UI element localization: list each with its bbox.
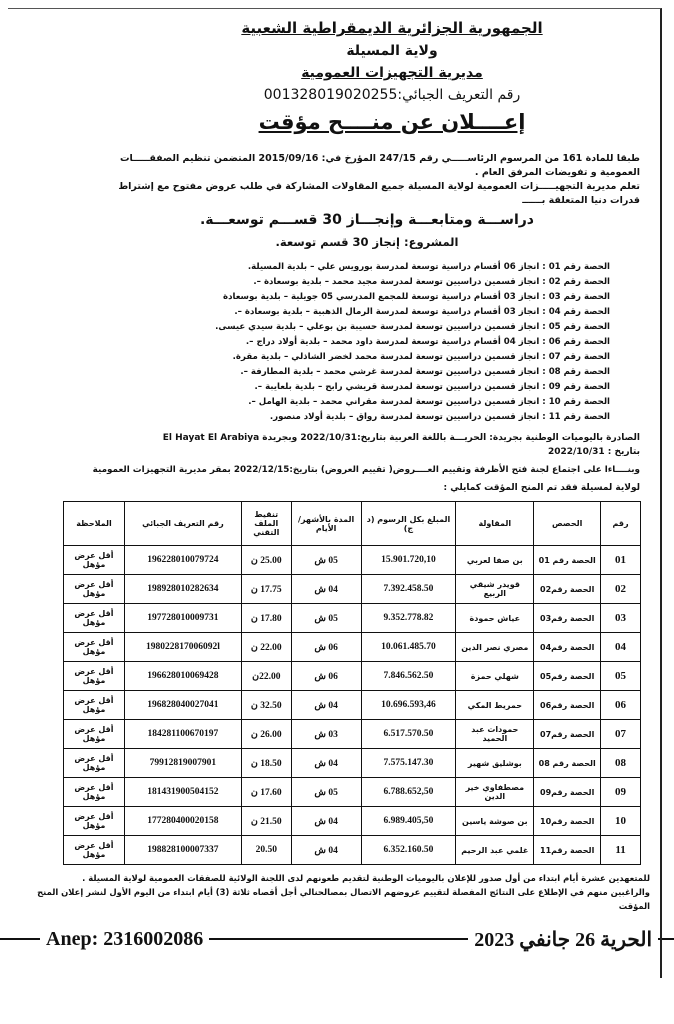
cell-technical-score: 25.00 ن: [241, 546, 291, 575]
footer-rule: [209, 938, 468, 940]
cell-lot: الحصة رقم07: [534, 720, 601, 749]
cell-row-number: 03: [601, 604, 641, 633]
column-header: رقم: [601, 502, 641, 546]
publication-line-2: بتاريخ : 2022/10/31: [547, 447, 640, 457]
cell-remark: أقل عرض مؤهل: [64, 691, 125, 720]
cell-duration: 03 ش: [291, 720, 361, 749]
lot-item: الحصة رقم 08 : انجاز قسمين دراسيين توسعة لمدرسة غرشي محمد – بلدية المطارفة –.: [240, 367, 610, 377]
award-table: [63, 501, 641, 865]
cell-lot: الحصة رقم06: [534, 691, 601, 720]
footer-rule: [0, 938, 40, 940]
cell-duration: 04 ش: [291, 836, 361, 865]
cell-technical-score: 22.00ن: [241, 662, 291, 691]
cell-duration: 04 ش: [291, 691, 361, 720]
table-header-row: [64, 502, 641, 546]
lot-item: الحصة رقم 09 : انجاز قسمين دراسيين توسعة لمدرسة قريشي رابح – بلدية بلعايبة –.: [254, 382, 610, 392]
cell-amount: 7.392.458.50: [361, 575, 456, 604]
cell-technical-score: 20.50: [241, 836, 291, 865]
cell-duration: 06 ش: [291, 633, 361, 662]
cell-remark: أقل عرض مؤهل: [64, 749, 125, 778]
cell-tax-id: 184281100670197: [124, 720, 241, 749]
cell-contractor: حمودات عبد الحميد: [456, 720, 534, 749]
cell-remark: أقل عرض مؤهل: [64, 546, 125, 575]
cell-remark: أقل عرض مؤهل: [64, 836, 125, 865]
cell-remark: أقل عرض مؤهل: [64, 633, 125, 662]
table-row: [64, 546, 641, 575]
cell-row-number: 04: [601, 633, 641, 662]
wilaya-heading: ولاية المسيلة: [346, 43, 438, 59]
intro-line-2: العمومية و تفويضات المرفق العام .: [474, 167, 640, 178]
column-header: الملاحظة: [64, 502, 125, 546]
cell-amount: 6.989.405,50: [361, 807, 456, 836]
publication-line-3: وبنــــاءا على اجتماع لجنة فتح الأظرفة وتقييم العــــروض( تقييم العروض) بتاريخ:2022/12/15 بمقر مديرية التجهيزات العمومية: [92, 465, 640, 475]
subject: دراســـة ومتابعـــة وإنجـــاز 30 قســـم توسعـــة.: [199, 212, 534, 228]
cell-duration: 05 ش: [291, 604, 361, 633]
column-header: رقم التعريف الجبائي: [124, 502, 241, 546]
cell-technical-score: 21.50 ن: [241, 807, 291, 836]
table-row: [64, 575, 641, 604]
cell-remark: أقل عرض مؤهل: [64, 575, 125, 604]
cell-contractor: غلمي عبد الرحيم: [456, 836, 534, 865]
cell-row-number: 07: [601, 720, 641, 749]
cell-row-number: 02: [601, 575, 641, 604]
cell-row-number: 01: [601, 546, 641, 575]
cell-amount: 10.696.593,46: [361, 691, 456, 720]
cell-remark: أقل عرض مؤهل: [64, 720, 125, 749]
lots-list: [64, 260, 610, 425]
table-row: [64, 633, 641, 662]
cell-lot: الحصة رقم04: [534, 633, 601, 662]
cell-technical-score: 17.75 ن: [241, 575, 291, 604]
lot-item: الحصة رقم 03 : انجاز 03 أقسام دراسية توسعة للمجمع المدرسي 05 جويلية – بلدية بوسعادة: [223, 292, 610, 302]
cell-row-number: 08: [601, 749, 641, 778]
cell-lot: الحصة رقم03: [534, 604, 601, 633]
cell-lot: الحصة رقم11: [534, 836, 601, 865]
cell-remark: أقل عرض مؤهل: [64, 604, 125, 633]
cell-amount: 10.061.485.70: [361, 633, 456, 662]
cell-tax-id: 181431900504152: [124, 778, 241, 807]
republic-heading: الجمهورية الجزائرية الديمقراطية الشعبية: [241, 19, 543, 37]
cell-remark: أقل عرض مؤهل: [64, 778, 125, 807]
column-header: المدة بالأشهر/ الأيام: [291, 502, 361, 546]
cell-tax-id: 177280400020158: [124, 807, 241, 836]
cell-contractor: بن صفا لعربي: [456, 546, 534, 575]
footer-rule: [658, 938, 674, 940]
intro-line-3: تعلم مديرية التجهيـــــزات العمومية لولاية المسيلة جميع المقاولات المشاركة في طلب عروض مفتوح مع إشتراط: [118, 181, 640, 192]
cell-tax-id: 196228010079724: [124, 546, 241, 575]
cell-technical-score: 22.00 ن: [241, 633, 291, 662]
cell-row-number: 10: [601, 807, 641, 836]
cell-tax-id: 196828040027041: [124, 691, 241, 720]
cell-amount: 6.352.160.50: [361, 836, 456, 865]
cell-amount: 7.575.147.30: [361, 749, 456, 778]
cell-duration: 06 ش: [291, 662, 361, 691]
cell-technical-score: 17.80 ن: [241, 604, 291, 633]
lot-item: الحصة رقم 07 : انجاز قسمين دراسيين توسعة لمدرسة محمد لخضر الشاذلي – بلدية مقرة.: [232, 352, 610, 362]
cell-contractor: بوشليق شهير: [456, 749, 534, 778]
newspaper-footer: [0, 919, 674, 959]
lot-item: الحصة رقم 06 : انجاز 04 أقسام دراسية توسعة لمدرسة داود محمد – بلدية أولاد دراج –.: [245, 337, 610, 347]
cell-tax-id: 198828100007337: [124, 836, 241, 865]
cell-lot: الحصة رقم 08: [534, 749, 601, 778]
lot-item: الحصة رقم 11 : انجاز قسمين دراسيين توسعة لمدرسة رواق – بلدية أولاد منصور.: [269, 412, 610, 422]
column-header: الحصص: [534, 502, 601, 546]
table-row: [64, 691, 641, 720]
cell-amount: 7.846.562.50: [361, 662, 456, 691]
cell-tax-id: 198022817006092l: [124, 633, 241, 662]
closing-line-1: للمتعهدين عشرة أيام ابتداء من أول صدور للإعلان باليوميات الوطنية لتقديم طعونهم لدى اللجنة الولائية للصفقات العمومية لولاية المسيلة .: [82, 873, 650, 883]
cell-tax-id: 79912819007901: [124, 749, 241, 778]
cell-lot: الحصة رقم02: [534, 575, 601, 604]
lot-item: الحصة رقم 10 : انجاز قسمين دراسيين توسعة لمدرسة مقراني محمد – بلدية الهامل –.: [248, 397, 610, 407]
project: المشروع: إنجاز 30 قسم توسعة.: [275, 235, 459, 249]
publication-line-4: لولاية لمسيلة فقد تم المنح المؤقت كمايلي :: [443, 483, 640, 493]
column-header: المقاولة: [456, 502, 534, 546]
cell-duration: 04 ش: [291, 749, 361, 778]
table-row: [64, 604, 641, 633]
cell-row-number: 09: [601, 778, 641, 807]
table-row: [64, 749, 641, 778]
lot-item: الحصة رقم 01 : انجاز 06 أقسام دراسية توسعة لمدرسة بورويس علي – بلدية المسيلة.: [247, 262, 610, 272]
cell-duration: 05 ش: [291, 546, 361, 575]
cell-amount: 9.352.778.82: [361, 604, 456, 633]
publication-line-1: الصادرة باليوميات الوطنية بجريدة: الحريـــة باللغة العربية بتاريخ:2022/10/31 وبجريدة El Hayat El Arabiya: [162, 433, 640, 443]
cell-lot: الحصة رقم05: [534, 662, 601, 691]
cell-contractor: قويدر شيقي الربيع: [456, 575, 534, 604]
cell-technical-score: 32.50 ن: [241, 691, 291, 720]
column-header: تنقيط الملف التقني: [241, 502, 291, 546]
table-row: [64, 807, 641, 836]
cell-technical-score: 18.50 ن: [241, 749, 291, 778]
cell-contractor: بن صوشة ياسين: [456, 807, 534, 836]
lot-item: الحصة رقم 02 : انجاز قسمين دراسيين توسعة لمدرسة مجيد محمد – بلدية بوسعادة –.: [253, 277, 610, 287]
column-header: المبلغ بكل الرسوم (د ج): [361, 502, 456, 546]
lot-item: الحصة رقم 04 : انجاز 03 أقسام دراسية توسعة لمدرسة الرمال الذهبية – بلدية بوسعادة –.: [234, 307, 610, 317]
newspaper-date: الحرية 26 جانفي 2023: [474, 928, 652, 951]
tax-id: رقم التعريف الجبائي:001328019020255: [263, 87, 521, 103]
cell-remark: أقل عرض مؤهل: [64, 662, 125, 691]
cell-technical-score: 17.60 ن: [241, 778, 291, 807]
cell-contractor: شهلي حمزة: [456, 662, 534, 691]
cell-amount: 15.901.720,10: [361, 546, 456, 575]
notice-title: إعــــلان عن منــــح مؤقت: [258, 110, 526, 134]
cell-contractor: حمريط المكي: [456, 691, 534, 720]
cell-tax-id: 198928010282634: [124, 575, 241, 604]
cell-remark: أقل عرض مؤهل: [64, 807, 125, 836]
closing-line-2: والراغبين منهم في الإطلاع على النتائج المفصلة لتقييم عروضهم الاتصال بمصالحنالي أجل أقصاه ثلاثة (3) أيام ابتداء من اليوم الأول لنشر إعلان المنح: [37, 887, 650, 897]
cell-contractor: مصري نصر الدين: [456, 633, 534, 662]
lot-item: الحصة رقم 05 : انجاز قسمين دراسيين توسعة لمدرسة حسيبة بن بوعلي – بلدية سيدي عيسى.: [215, 322, 610, 332]
cell-row-number: 11: [601, 836, 641, 865]
cell-lot: الحصة رقم09: [534, 778, 601, 807]
cell-contractor: مصطفاوي خير الدين: [456, 778, 534, 807]
cell-duration: 04 ش: [291, 807, 361, 836]
table-row: [64, 662, 641, 691]
cell-amount: 6.517.570.50: [361, 720, 456, 749]
closing-line-3: المؤقت: [618, 901, 650, 911]
intro-line-4: قدرات دنيا المتعلقة بــــــ: [522, 195, 640, 206]
cell-row-number: 05: [601, 662, 641, 691]
directorate-heading: مديرية التجهيزات العمومية: [301, 65, 483, 81]
anep-number: Anep: 2316002086: [46, 927, 204, 950]
cell-tax-id: 196628010069428: [124, 662, 241, 691]
cell-row-number: 06: [601, 691, 641, 720]
cell-lot: الحصة رقم10: [534, 807, 601, 836]
cell-technical-score: 26.00 ن: [241, 720, 291, 749]
intro-line-1: طبقا للمادة 161 من المرسوم الرئاســـــي رقم 247/15 المؤرخ في: 2015/09/16 المتضمن تنظيم الصفقـــــات: [120, 153, 640, 164]
cell-tax-id: 197728010009731: [124, 604, 241, 633]
table-row: [64, 836, 641, 865]
cell-duration: 04 ش: [291, 575, 361, 604]
cell-amount: 6.788.652,50: [361, 778, 456, 807]
cell-duration: 05 ش: [291, 778, 361, 807]
table-row: [64, 720, 641, 749]
cell-lot: الحصة رقم 01: [534, 546, 601, 575]
table-row: [64, 778, 641, 807]
cell-contractor: عياش حمودة: [456, 604, 534, 633]
